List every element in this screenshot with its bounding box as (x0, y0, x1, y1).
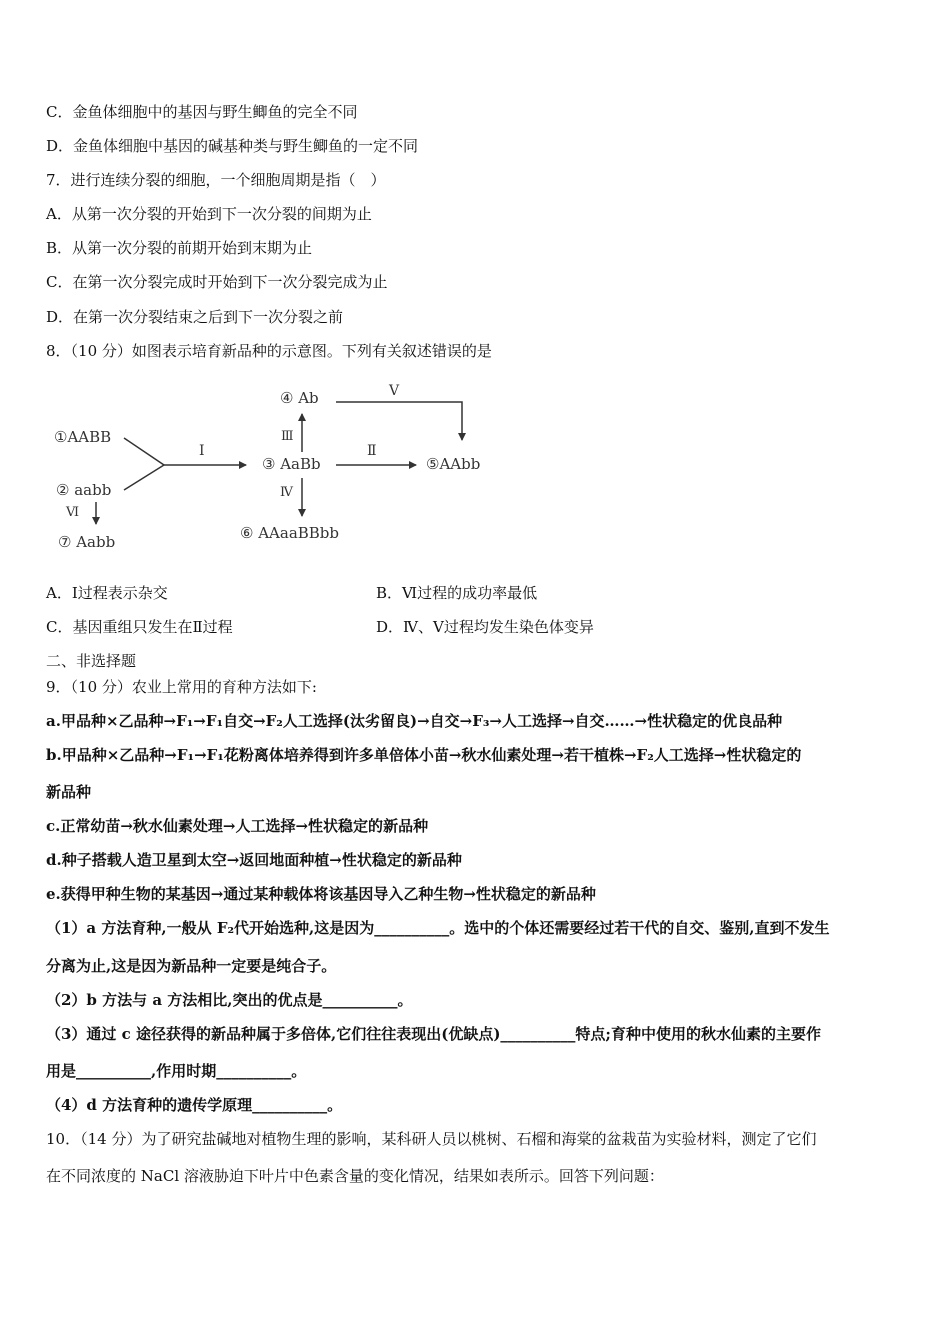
question-8-stem: 8．（10 分）如图表示培育新品种的示意图。下列有关叙述错误的是 (46, 342, 492, 360)
process-2-label: Ⅱ (367, 443, 377, 459)
node-4-ab: ④ Ab (280, 389, 319, 407)
node-5-aabb: ⑤AAbb (426, 455, 481, 473)
process-5-label: Ⅴ (389, 383, 400, 399)
question-8-option-a: A．Ⅰ过程表示杂交 (46, 584, 168, 602)
question-8-option-b: B．Ⅵ过程的成功率最低 (376, 584, 538, 602)
method-c: c.正常幼苗→秋水仙素处理→人工选择→性状稳定的新品种 (46, 817, 429, 835)
node-6-aaaabbbb: ⑥ AAaaBBbb (240, 524, 340, 542)
method-d: d.种子搭载人造卫星到太空→返回地面种植→性状稳定的新品种 (46, 851, 462, 869)
node-7-aabb: ⑦ Aabb (58, 533, 116, 551)
method-a: a.甲品种×乙品种→F₁→F₁自交→F₂人工选择(汰劣留良)→自交→F₃→人工选择→自交……→性状稳定的优良品种 (46, 712, 783, 730)
question-8-option-c: C．基因重组只发生在Ⅱ过程 (46, 618, 233, 636)
question-7-option-c: C．在第一次分裂完成时开始到下一次分裂完成为止 (46, 273, 388, 291)
question-7-option-d: D．在第一次分裂结束之后到下一次分裂之前 (46, 308, 344, 326)
process-4-label: Ⅳ (280, 485, 293, 500)
question-7-option-b: B．从第一次分裂的前期开始到末期为止 (46, 239, 313, 257)
section-heading: 二、非选择题 (46, 652, 137, 670)
merge-lines (124, 438, 164, 490)
question-10-line2: 在不同浓度的 NaCl 溶液胁迫下叶片中色素含量的变化情况，结果如表所示。回答下列问题： (46, 1167, 664, 1185)
method-b-line1: b.甲品种×乙品种→F₁→F₁花粉离体培养得到许多单倍体小苗→秋水仙素处理→若干植株→F₂人工选择→性状稳定的 (46, 746, 802, 764)
question-10-line1: 10．（14 分）为了研究盐碱地对植物生理的影响，某科研人员以桃树、石榴和海棠的盆栽苗为实验材料，测定了它们 (46, 1130, 817, 1148)
subquestion-2: （2）b 方法与 a 方法相比,突出的优点是__________。 (46, 991, 413, 1009)
arrow-5 (336, 402, 462, 440)
node-1-aabb: ①AABB (54, 428, 112, 446)
node-2-aabb: ② aabb (56, 481, 112, 499)
question-8-option-d: D．Ⅳ、Ⅴ过程均发生染色体变异 (376, 618, 594, 636)
subquestion-1-line1: （1）a 方法育种,一般从 F₂代开始选种,这是因为__________。选中的个体还需要经过若干代的自交、鉴别,直到不发生 (46, 919, 830, 937)
process-1-label: Ⅰ (199, 443, 205, 459)
subquestion-4: （4）d 方法育种的遗传学原理__________。 (46, 1096, 343, 1114)
question-6-option-d: D．金鱼体细胞中基因的碱基种类与野生鲫鱼的一定不同 (46, 137, 419, 155)
subquestion-3-line1: （3）通过 c 途径获得的新品种属于多倍体,它们往往表现出(优缺点)__________特点;育种中使用的秋水仙素的主要作 (46, 1025, 821, 1043)
question-7-stem: 7．进行连续分裂的细胞，一个细胞周期是指（ ） (46, 171, 386, 189)
question-9-stem: 9．（10 分）农业上常用的育种方法如下: (46, 678, 317, 696)
process-3-label: Ⅲ (281, 429, 294, 444)
question-7-option-a: A．从第一次分裂的开始到下一次分裂的间期为止 (46, 205, 372, 223)
breeding-diagram (40, 372, 520, 557)
method-b-line2: 新品种 (46, 783, 92, 801)
question-6-option-c: C．金鱼体细胞中的基因与野生鲫鱼的完全不同 (46, 103, 358, 121)
node-3-aabb: ③ AaBb (262, 455, 321, 473)
subquestion-3-line2: 用是__________,作用时期__________。 (46, 1062, 307, 1080)
method-e: e.获得甲种生物的某基因→通过某种载体将该基因导入乙种生物→性状稳定的新品种 (46, 885, 596, 903)
process-6-label: Ⅵ (66, 505, 80, 520)
subquestion-1-line2: 分离为止,这是因为新品种一定要是纯合子。 (46, 957, 337, 975)
